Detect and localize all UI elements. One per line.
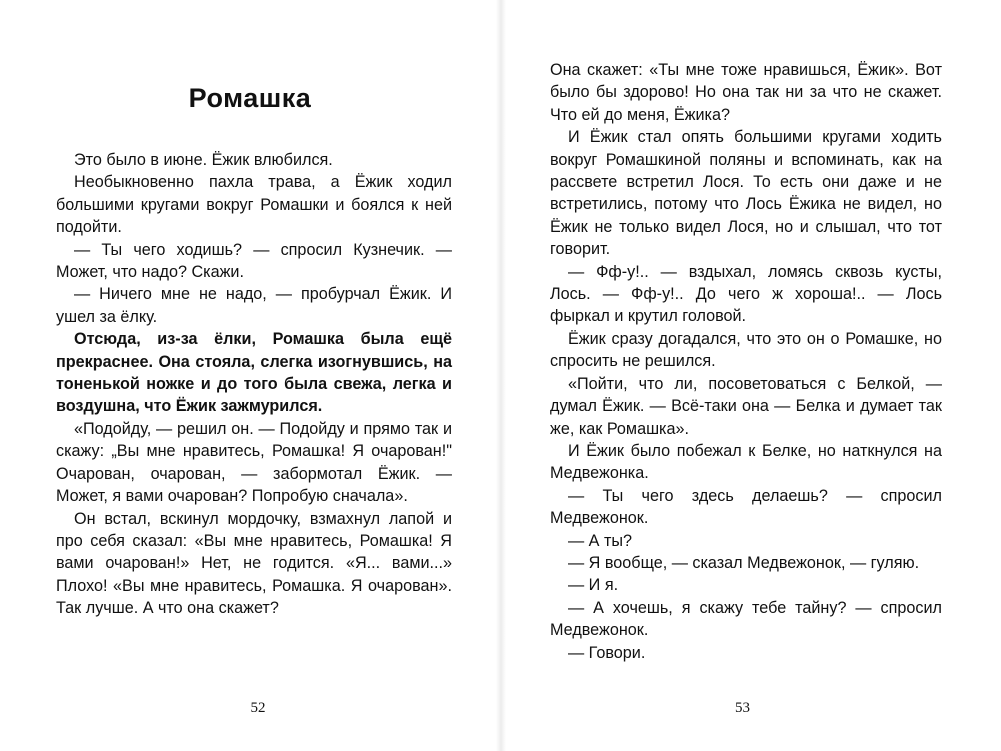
paragraph: — И я. [568,576,619,595]
paragraph: — Ты чего ходишь? — спросил Кузнечик. — Может, что надо? Скажи. [56,240,452,282]
paragraph: — А ты? [568,531,633,550]
paragraph: «Подойду, — решил он. — Подойду и прямо так и скажу: „Вы мне нравитесь, Ромашка! Я очарован!" Очарован, очарован, — забормотал Ёжик. — Может, я вами очарован? Попробую сначала». [56,419,452,506]
chapter-title: Ромашка [188,83,312,113]
paragraph: И Ёжик было побежал к Белке, но наткнулся на Медвежонка. [550,441,942,483]
paragraph: Он встал, вскинул мордочку, взмахнул лапой и про себя сказал: «Вы мне нравитесь, Ромашка! Я вами очарован!» Нет, не годится. «Я... вами...» Плохо! «Вы мне нравитесь, Ромашка. Я очарован». Так лучше. А что она скажет? [56,509,452,618]
right-page-text [550,59,942,664]
paragraph: И Ёжик стал опять большими кругами ходить вокруг Ромашкиной поляны и вспоминать, как на рассвете встретил Лося. То есть они даже и не встретились, потому что Лось Ёжика не видел, но Ёжик не только видел Лося, но и слышал, что тот говорит. [550,128,942,259]
left-page [0,0,500,751]
paragraph: — Я вообще, — сказал Медвежонок, — гуляю. [568,553,920,572]
paragraph: Это было в июне. Ёжик влюбился. [74,151,333,169]
page-number: 53 [735,700,750,716]
page-number: 52 [250,700,266,716]
paragraph: — Ты чего здесь делаешь? — спросил Медвежонок. [550,486,942,528]
paragraph: — А хочешь, я скажу тебе тайну? — спросил Медвежонок. [550,598,942,640]
right-page [500,0,1001,751]
paragraph: Необыкновенно пахла трава, а Ёжик ходил большими кругами вокруг Ромашки и боялся к ней подойти. [56,173,452,237]
paragraph: Она скажет: «Ты мне тоже нравишься, Ёжик». Вот было бы здорово! Но она так ни за что не скажет. Что ей до меня, Ёжика? [550,61,942,124]
paragraph: — Говори. [568,643,646,662]
paragraph: — Фф-у!.. — вздыхал, ломясь сквозь кусты, Лось. — Фф-у!.. До чего ж хороша!.. — Лось фыркал и крутил головой. [550,262,942,326]
paragraph-bold: Отсюда, из-за ёлки, Ромашка была ещё прекраснее. Она стояла, слегка изогнувшись, на тоненькой ножке и до того была свежа, легка и воздушна, что Ёжик зажмурился. [56,330,452,416]
paragraph: Ёжик сразу догадался, что это он о Ромашке, но спросить не решился. [550,329,942,371]
left-page-text [56,149,452,620]
paragraph: — Ничего мне не надо, — пробурчал Ёжик. И ушел за ёлку. [56,285,452,326]
paragraph: «Пойти, что ли, посоветоваться с Белкой, — думал Ёжик. — Всё-таки она — Белка и думает так же, как Ромашка». [550,374,942,438]
